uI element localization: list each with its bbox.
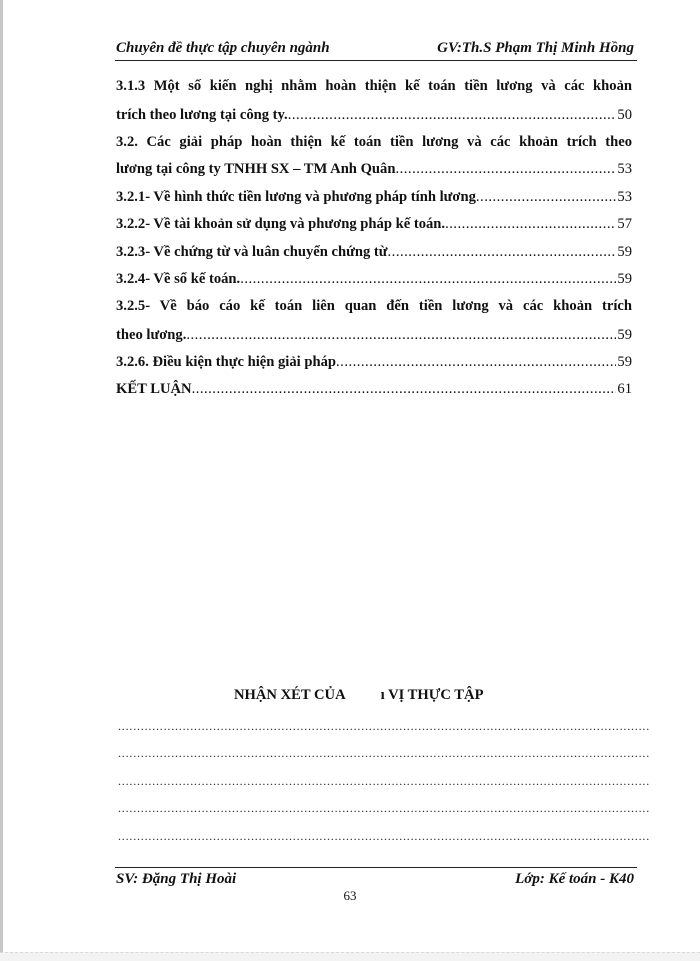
remarks-blank-line bbox=[118, 746, 650, 760]
footer-student: SV: Đặng Thị Hoài bbox=[116, 871, 237, 887]
dot-leader bbox=[476, 189, 617, 206]
dot-leader bbox=[336, 354, 616, 371]
toc-entry-3-2: 3.2. Các giải pháp hoàn thiện kế toán tiền lương và các khoản trích theo bbox=[116, 134, 632, 150]
remarks-blank-line bbox=[118, 719, 650, 733]
toc-entry-text: trích theo lương tại công ty. bbox=[116, 107, 288, 123]
dot-leader bbox=[186, 327, 616, 344]
toc-page-number: 57 bbox=[617, 216, 632, 232]
toc-entry-text: 3.2.3- Về chứng từ và luân chuyển chứng từ bbox=[116, 244, 388, 260]
header-rule bbox=[115, 60, 637, 61]
remarks-title-part2: ı VỊ THỰC TẬP bbox=[380, 687, 484, 703]
toc-entry-3-2-6 bbox=[116, 354, 632, 378]
toc-page-number: 59 bbox=[617, 354, 632, 370]
toc-entry-text: 3.2.2- Về tài khoản sử dụng và phương pháp kế toán. bbox=[116, 216, 446, 232]
remarks-blank-line bbox=[118, 801, 650, 815]
toc-page-number: 50 bbox=[617, 107, 632, 123]
dot-leader bbox=[288, 107, 617, 124]
remarks-blank-line bbox=[118, 829, 650, 843]
toc-entry-3-2-cont bbox=[116, 161, 632, 185]
header-instructor: GV:Th.S Phạm Thị Minh Hồng bbox=[437, 40, 634, 56]
dot-leader bbox=[395, 161, 616, 178]
header-course-title: Chuyên đề thực tập chuyên ngành bbox=[116, 40, 330, 56]
page-edge bbox=[0, 0, 3, 960]
toc-entry-text: KẾT LUẬN bbox=[116, 381, 192, 397]
dot-leader bbox=[240, 271, 616, 288]
toc-page-number: 59 bbox=[617, 244, 632, 260]
toc-entry-3-2-1 bbox=[116, 189, 632, 213]
toc-entry-conclusion bbox=[116, 381, 632, 405]
toc-page-number: 59 bbox=[617, 327, 632, 343]
toc-entry-3-2-2 bbox=[116, 216, 632, 240]
footer-class: Lớp: Kế toán - K40 bbox=[515, 871, 634, 887]
toc-entry-text: 3.2.6. Điều kiện thực hiện giải pháp bbox=[116, 354, 337, 370]
toc-page-number: 59 bbox=[617, 271, 632, 287]
toc-entry-text: 3.2.4- Về sổ kế toán. bbox=[116, 271, 241, 287]
toc-entry-text: theo lương. bbox=[116, 327, 187, 343]
toc-page-number: 53 bbox=[617, 189, 632, 205]
dot-leader bbox=[192, 381, 617, 398]
remarks-title bbox=[234, 687, 484, 704]
remarks-blank-line bbox=[118, 774, 650, 788]
toc-page-number: 61 bbox=[617, 381, 632, 397]
dot-leader bbox=[388, 244, 617, 261]
toc-entry-text: 3.2.1- Về hình thức tiền lương và phương pháp tính lương bbox=[116, 189, 476, 205]
toc-entry-3-2-5-cont bbox=[116, 327, 632, 351]
dot-leader bbox=[445, 216, 616, 233]
toc-entry-text: lương tại công ty TNHH SX – TM Anh Quân bbox=[116, 161, 396, 177]
toc-entry-3-2-4 bbox=[116, 271, 632, 295]
toc-entry-3-1-3: 3.1.3 Một số kiến nghị nhằm hoàn thiện kế toán tiền lương và các khoản bbox=[116, 78, 632, 94]
footer-rule bbox=[115, 867, 637, 868]
toc-page-number: 53 bbox=[617, 161, 632, 177]
toc-entry-3-2-3 bbox=[116, 244, 632, 268]
toc-entry-3-2-5: 3.2.5- Về báo cáo kế toán liên quan đến tiền lương và các khoản trích bbox=[116, 298, 632, 314]
toc-entry-3-1-3-cont bbox=[116, 107, 632, 131]
page-number: 63 bbox=[343, 888, 357, 903]
remarks-title-part1: NHẬN XÉT CỦA bbox=[234, 687, 346, 703]
